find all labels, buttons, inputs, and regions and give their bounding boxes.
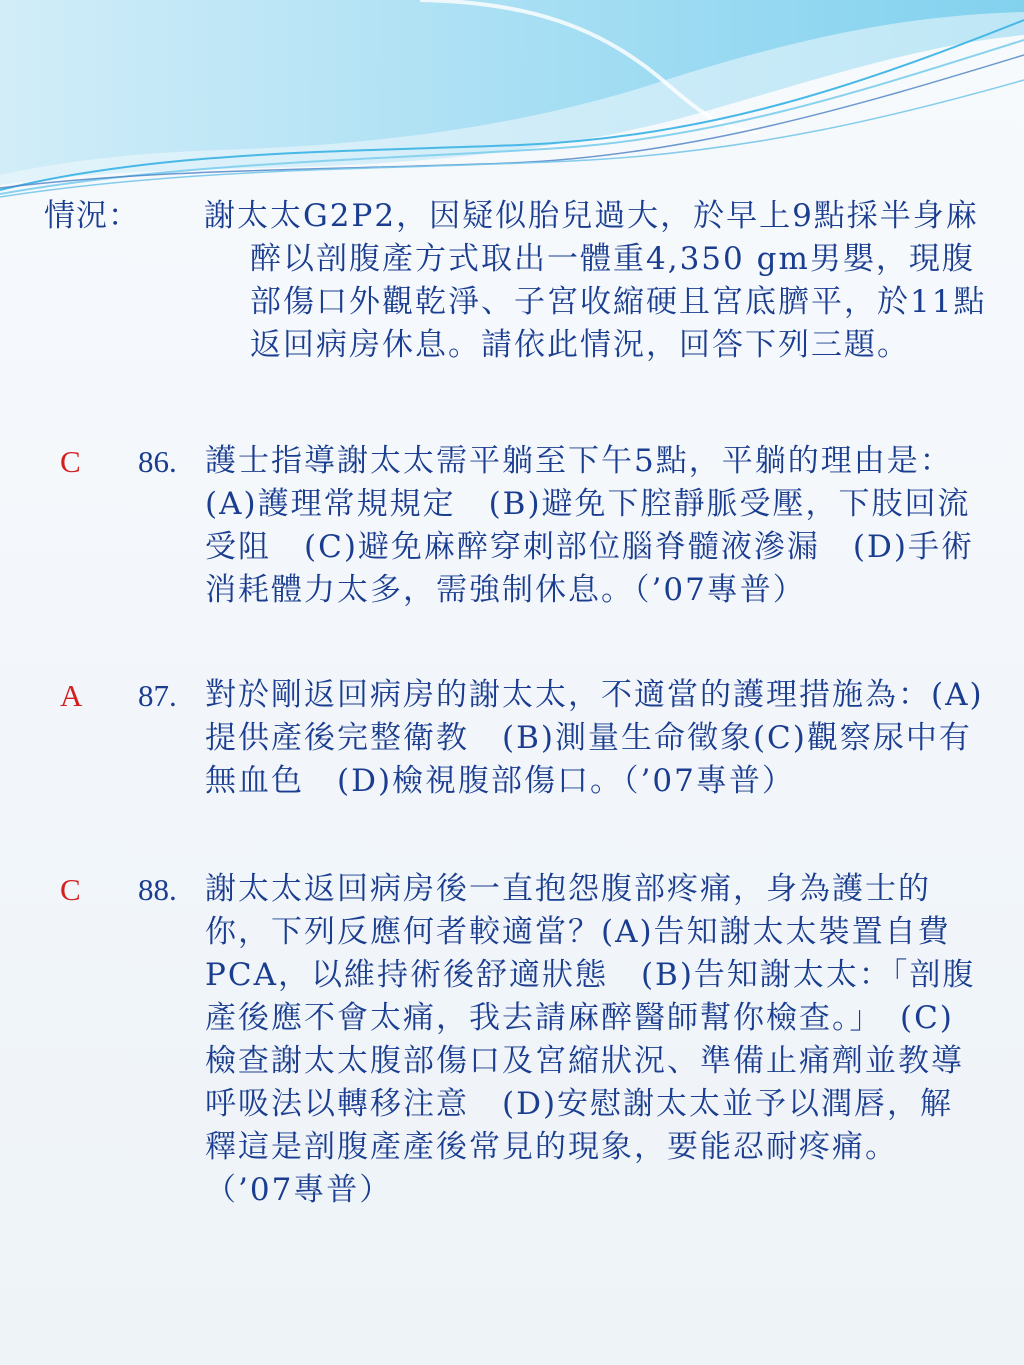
answer-86: C [60,444,81,479]
question-text-88: 謝太太返回病房後一直抱怨腹部疼痛，身為護士的你，下列反應何者較適當？(A)告知謝太太裝置自費PCA，以維持術後舒適狀態 (B)告知謝太太：「剖腹產後應不會太痛，我去請麻醉醫師幫你檢查。」 (C)檢查謝太太腹部傷口及宮縮狀況、準備止痛劑並教導呼吸法以轉移注意 (D)安慰謝太太並予以潤唇，解釋這是剖腹產產後常見的現象，要能忍耐疼痛。 （’07專普） [205,871,976,1208]
question-number-87: 87. [138,678,177,713]
question-text-86: 護士指導謝太太需平躺至下午5點，平躺的理由是：(A)護理常規規定 (B)避免下腔靜脈受壓，下肢回流受阻 (C)避免麻醉穿刺部位腦脊髓液滲漏 (D)手術消耗體力太多，需強制休息。（’07專普） [205,443,974,608]
question-text-87: 對於剛返回病房的謝太太，不適當的護理措施為：(A)提供產後完整衛教 (B)測量生命徵象(C)觀察尿中有無血色 (D)檢視腹部傷口。（’07專普） [205,677,984,799]
situation-label: 情況： [44,198,140,234]
question-number-88: 88. [138,872,177,907]
question-number-86: 86. [138,444,177,479]
situation-description: 謝太太G2P2，因疑似胎兒過大，於早上9點採半身麻醉以剖腹產方式取出一體重4,350 gm男嬰，現腹部傷口外觀乾淨、子宮收縮硬且宮底臍平，於11點返回病房休息。請依此情況，回答下列三題。 [204,198,987,363]
situation-section [44,195,994,367]
answer-87: A [60,678,83,713]
answer-88: C [60,872,81,907]
